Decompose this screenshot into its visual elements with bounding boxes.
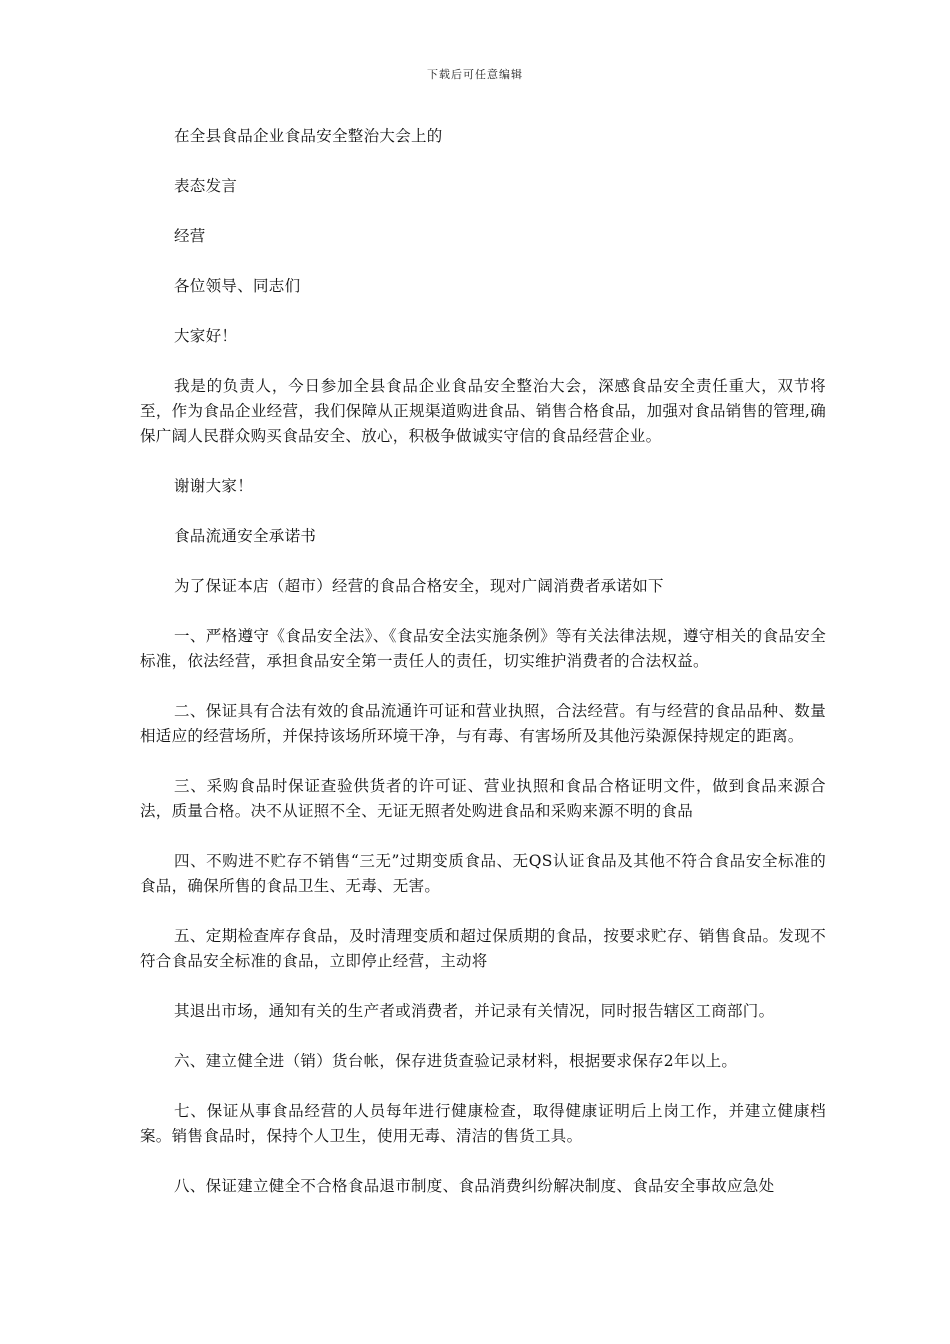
pledge-item-6: 六、建立健全进（销）货台帐，保存进货查验记录材料，根据要求保存2年以上。 [174, 1052, 738, 1070]
pledge-item-4: 四、不购进不贮存不销售“三无”过期变质食品、无QS认证食品及其他不符合食品安全标准的食品，确保所售的食品卫生、无毒、无害。 [140, 852, 826, 895]
pledge-item-1: 一、严格遵守《食品安全法》、《食品安全法实施条例》等有关法律法规，遵守相关的食品安全标准，依法经营，承担食品安全第一责任人的责任，切实维护消费者的合法权益。 [140, 627, 826, 670]
pledge-item-5-continued: 其退出市场，通知有关的生产者或消费者，并记录有关情况，同时报告辖区工商部门。 [174, 1002, 775, 1020]
pledge-item-3: 三、采购食品时保证查验供货者的许可证、营业执照和食品合格证明文件，做到食品来源合法，质量合格。决不从证照不全、无证无照者处购进食品和采购来源不明的食品 [140, 777, 826, 820]
closing-thanks: 谢谢大家！ [174, 477, 254, 495]
pledge-intro: 为了保证本店（超市）经营的食品合格安全，现对广阔消费者承诺如下 [174, 577, 664, 595]
greeting: 大家好！ [174, 327, 238, 345]
speech-title-line-2: 表态发言 [174, 177, 238, 195]
pledge-item-7: 七、保证从事食品经营的人员每年进行健康检查，取得健康证明后上岗工作，并建立健康档案。销售食品时，保持个人卫生，使用无毒、清洁的售货工具。 [140, 1102, 826, 1145]
pledge-item-8: 八、保证建立健全不合格食品退市制度、食品消费纠纷解决制度、食品安全事故应急处 [174, 1177, 775, 1195]
speech-body-paragraph: 我是的负责人，今日参加全县食品企业食品安全整治大会，深感食品安全责任重大，双节将至，作为食品企业经营，我们保障从正规渠道购进食品、销售合格食品，加强对食品销售的管理,确保广阔人民群众购买食品安全、放心，积极争做诚实守信的食品经营企业。 [140, 377, 826, 445]
page-header-note: 下载后可任意编辑 [427, 68, 523, 81]
salutation: 各位领导、同志们 [174, 277, 301, 295]
document-body [140, 124, 826, 1224]
speech-title-line-1: 在全县食品企业食品安全整治大会上的 [174, 127, 443, 145]
pledge-title: 食品流通安全承诺书 [174, 527, 317, 545]
speaker-line: 经营 [174, 227, 206, 245]
pledge-item-5: 五、定期检查库存食品，及时清理变质和超过保质期的食品，按要求贮存、销售食品。发现不符合食品安全标准的食品，立即停止经营，主动将 [140, 927, 826, 970]
pledge-item-2: 二、保证具有合法有效的食品流通许可证和营业执照，合法经营。有与经营的食品品种、数量相适应的经营场所，并保持该场所环境干净，与有毒、有害场所及其他污染源保持规定的距离。 [140, 702, 826, 745]
